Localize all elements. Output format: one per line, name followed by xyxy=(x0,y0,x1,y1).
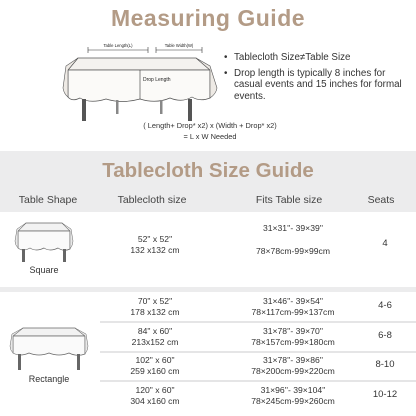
formula-line-2: = L x W Needed xyxy=(183,132,237,141)
fits-size-cell xyxy=(218,326,368,347)
tablecloth-size-cell xyxy=(100,355,210,376)
square-shape-cell xyxy=(6,217,82,275)
measuring-guide-title: Measuring Guide xyxy=(110,5,306,31)
fits-size-cell xyxy=(218,355,368,376)
fits-inches: 31×46''- 39×54'' xyxy=(262,296,324,306)
square-label: Square xyxy=(29,265,59,275)
seats-cell: 10-12 xyxy=(372,389,398,400)
seats-cell: 4 xyxy=(382,238,388,249)
size-inches: 70" x 52" xyxy=(137,296,173,306)
tablecloth-size-cell xyxy=(100,385,210,406)
bullet-dot-icon: • xyxy=(224,67,228,79)
size-inches: 52" x 52" xyxy=(137,234,173,244)
seats-cell: 8-10 xyxy=(375,359,395,370)
size-inches: 102" x 60" xyxy=(135,355,175,365)
seats-cell: 6-8 xyxy=(378,330,392,341)
tablecloth-size-cell xyxy=(100,234,210,255)
fits-inches: 31×31''- 39×39'' xyxy=(262,223,324,233)
tablecloth-size-cell xyxy=(100,296,210,317)
measuring-guide-section xyxy=(0,0,416,160)
fits-size-cell xyxy=(218,223,368,257)
table-width-label: Table Width(W) xyxy=(164,43,194,48)
size-inches: 120" x 60" xyxy=(135,385,175,395)
fits-cm: 78×78cm-99×99cm xyxy=(255,246,331,256)
fits-size-cell xyxy=(218,296,368,317)
fits-inches: 31×78''- 39×70'' xyxy=(262,326,324,336)
square-table-icon xyxy=(14,217,74,263)
rectangle-label: Rectangle xyxy=(28,374,70,384)
size-cm: 178 x132 cm xyxy=(130,306,180,317)
fits-cm: 78×157cm-99×180cm xyxy=(251,336,335,347)
bullet-dot-icon: • xyxy=(224,52,228,63)
size-cm: 259 x160 cm xyxy=(130,365,180,376)
size-cm: 213x152 cm xyxy=(131,336,179,347)
header-tablecloth-size: Tablecloth size xyxy=(117,194,187,206)
drop-length-label: Drop Length xyxy=(143,77,171,83)
header-table-shape: Table Shape xyxy=(18,194,78,206)
size-guide-section xyxy=(0,151,416,416)
tablecloth-size-cell xyxy=(100,326,210,347)
fits-cm: 78×117cm-99×137cm xyxy=(251,306,335,317)
row-divider xyxy=(100,321,416,323)
fits-size-cell xyxy=(218,385,368,406)
note-text: Tablecloth Size≠Table Size xyxy=(234,52,351,63)
header-fits-table-size: Fits Table size xyxy=(255,194,323,206)
fits-inches: 31×96''- 39×104'' xyxy=(260,385,326,395)
formula-line-1: ( Length+ Drop* x2) x (Width + Drop* x2) xyxy=(143,121,277,130)
seats-cell: 4-6 xyxy=(378,300,392,311)
fits-cm: 78×245cm-99×260cm xyxy=(251,395,335,406)
size-cm: 132 x132 cm xyxy=(130,244,180,255)
fits-cm: 78×200cm-99×220cm xyxy=(251,365,335,376)
rectangle-table-icon xyxy=(9,322,89,372)
tablecloth-measure-diagram-icon xyxy=(60,36,226,126)
row-divider xyxy=(100,351,416,353)
measuring-notes xyxy=(224,52,416,106)
header-seats: Seats xyxy=(367,194,395,206)
size-inches: 84" x 60" xyxy=(137,326,173,336)
size-cm: 304 x160 cm xyxy=(130,395,180,406)
size-guide-title: Tablecloth Size Guide xyxy=(102,159,314,182)
note-text: Drop length is typically 8 inches for casual events and 15 inches for formal events. xyxy=(234,67,402,102)
rectangle-shape-cell xyxy=(4,322,94,384)
table-length-label: Table Length(L) xyxy=(103,43,133,48)
note-item xyxy=(224,68,416,103)
fits-inches: 31×78''- 39×86'' xyxy=(262,355,324,365)
row-divider xyxy=(100,380,416,382)
note-item xyxy=(224,52,416,64)
